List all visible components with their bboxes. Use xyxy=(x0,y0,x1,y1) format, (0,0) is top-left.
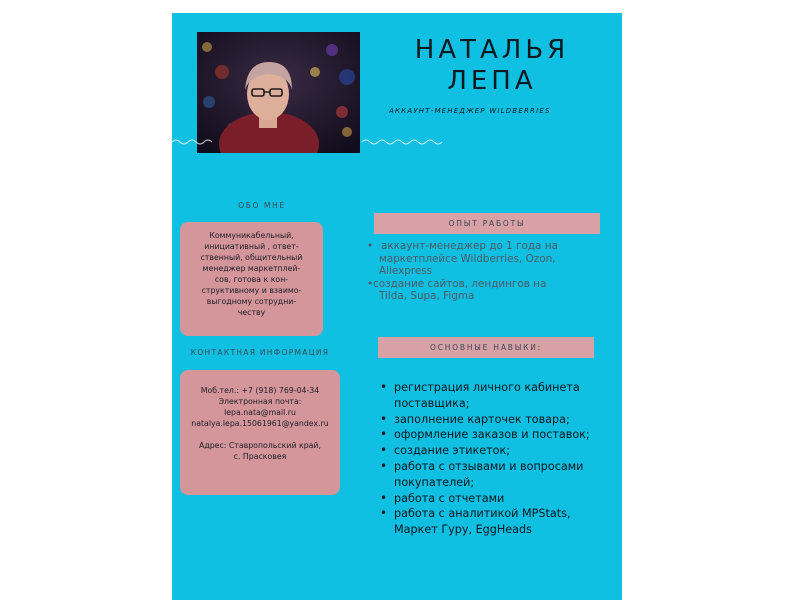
about-line: выгодному сотрудни- xyxy=(206,297,297,306)
experience-item: •создание сайтов, лендингов на Tilda, Supa, Figma xyxy=(367,278,607,303)
contacts-heading: КОНТАКТНАЯ ИНФОРМАЦИЯ xyxy=(190,348,330,357)
contact-spacer xyxy=(180,429,340,440)
about-line: сов, готова к кон- xyxy=(214,275,289,284)
about-line: менеджер маркетплей- xyxy=(202,264,301,273)
about-line: честву xyxy=(237,308,266,317)
resume-page xyxy=(172,13,622,600)
experience-line: маркетплейсе Wildberries, Ozon, xyxy=(379,252,556,265)
skill-item: • работа с отчетами xyxy=(382,491,607,507)
contacts-card xyxy=(180,370,340,495)
contact-address: Адрес: Ставропольский край, xyxy=(199,441,321,450)
about-line: ственный, общительный xyxy=(200,253,303,262)
experience-line: создание сайтов, лендингов на xyxy=(373,277,547,290)
person-name xyxy=(377,35,607,97)
skill-item: • заполнение карточек товара; xyxy=(382,412,607,428)
name-line-2: ЛЕПА xyxy=(447,66,537,96)
skill-item: • регистрация личного кабинета поставщика; xyxy=(382,380,607,412)
contact-phone: Моб.тел.: +7 (918) 769-04-34 xyxy=(200,386,320,395)
about-heading: ОБО МНЕ xyxy=(238,201,286,210)
skill-item: • создание этикеток; xyxy=(382,443,607,459)
experience-heading: ОПЫТ РАБОТЫ xyxy=(374,213,600,234)
experience-line: Tilda, Supa, Figma xyxy=(379,290,475,302)
contact-email-2: natalya.lepa.15061961@yandex.ru xyxy=(191,419,329,428)
contact-email-label: Электронная почта: xyxy=(218,397,302,406)
about-card xyxy=(180,222,323,336)
about-line: инициативный , ответ- xyxy=(204,242,299,251)
experience-line: аккаунт-менеджер до 1 года на xyxy=(381,240,558,252)
skills-list xyxy=(382,380,607,538)
about-line: Коммуникабельный, xyxy=(209,231,294,240)
experience-line: Aliexpress xyxy=(379,265,433,277)
job-title: АККАУНТ-МЕНЕДЖЕР WILDBERRIES xyxy=(389,107,551,115)
skills-heading: ОСНОВНЫЕ НАВЫКИ: xyxy=(378,337,594,358)
skill-item: • оформление заказов и поставок; xyxy=(382,427,607,443)
name-line-1: НАТАЛЬЯ xyxy=(414,35,570,65)
experience-item: • аккаунт-менеджер до 1 года на маркетплейсе Wildberries, Ozon, Aliexpress xyxy=(367,240,607,278)
skill-item: • работа с отзывами и вопросами покупателей; xyxy=(382,459,607,491)
contact-village: с. Прасковея xyxy=(233,452,287,461)
experience-list xyxy=(367,240,607,303)
skill-item: • работа с аналитикой MPStats, Маркет Гуру, EggHeads xyxy=(382,506,607,538)
contact-email-1: lepa.nata@mail.ru xyxy=(224,408,296,417)
decorative-wave xyxy=(172,135,622,151)
about-line: структивному и взаимо- xyxy=(201,286,302,295)
